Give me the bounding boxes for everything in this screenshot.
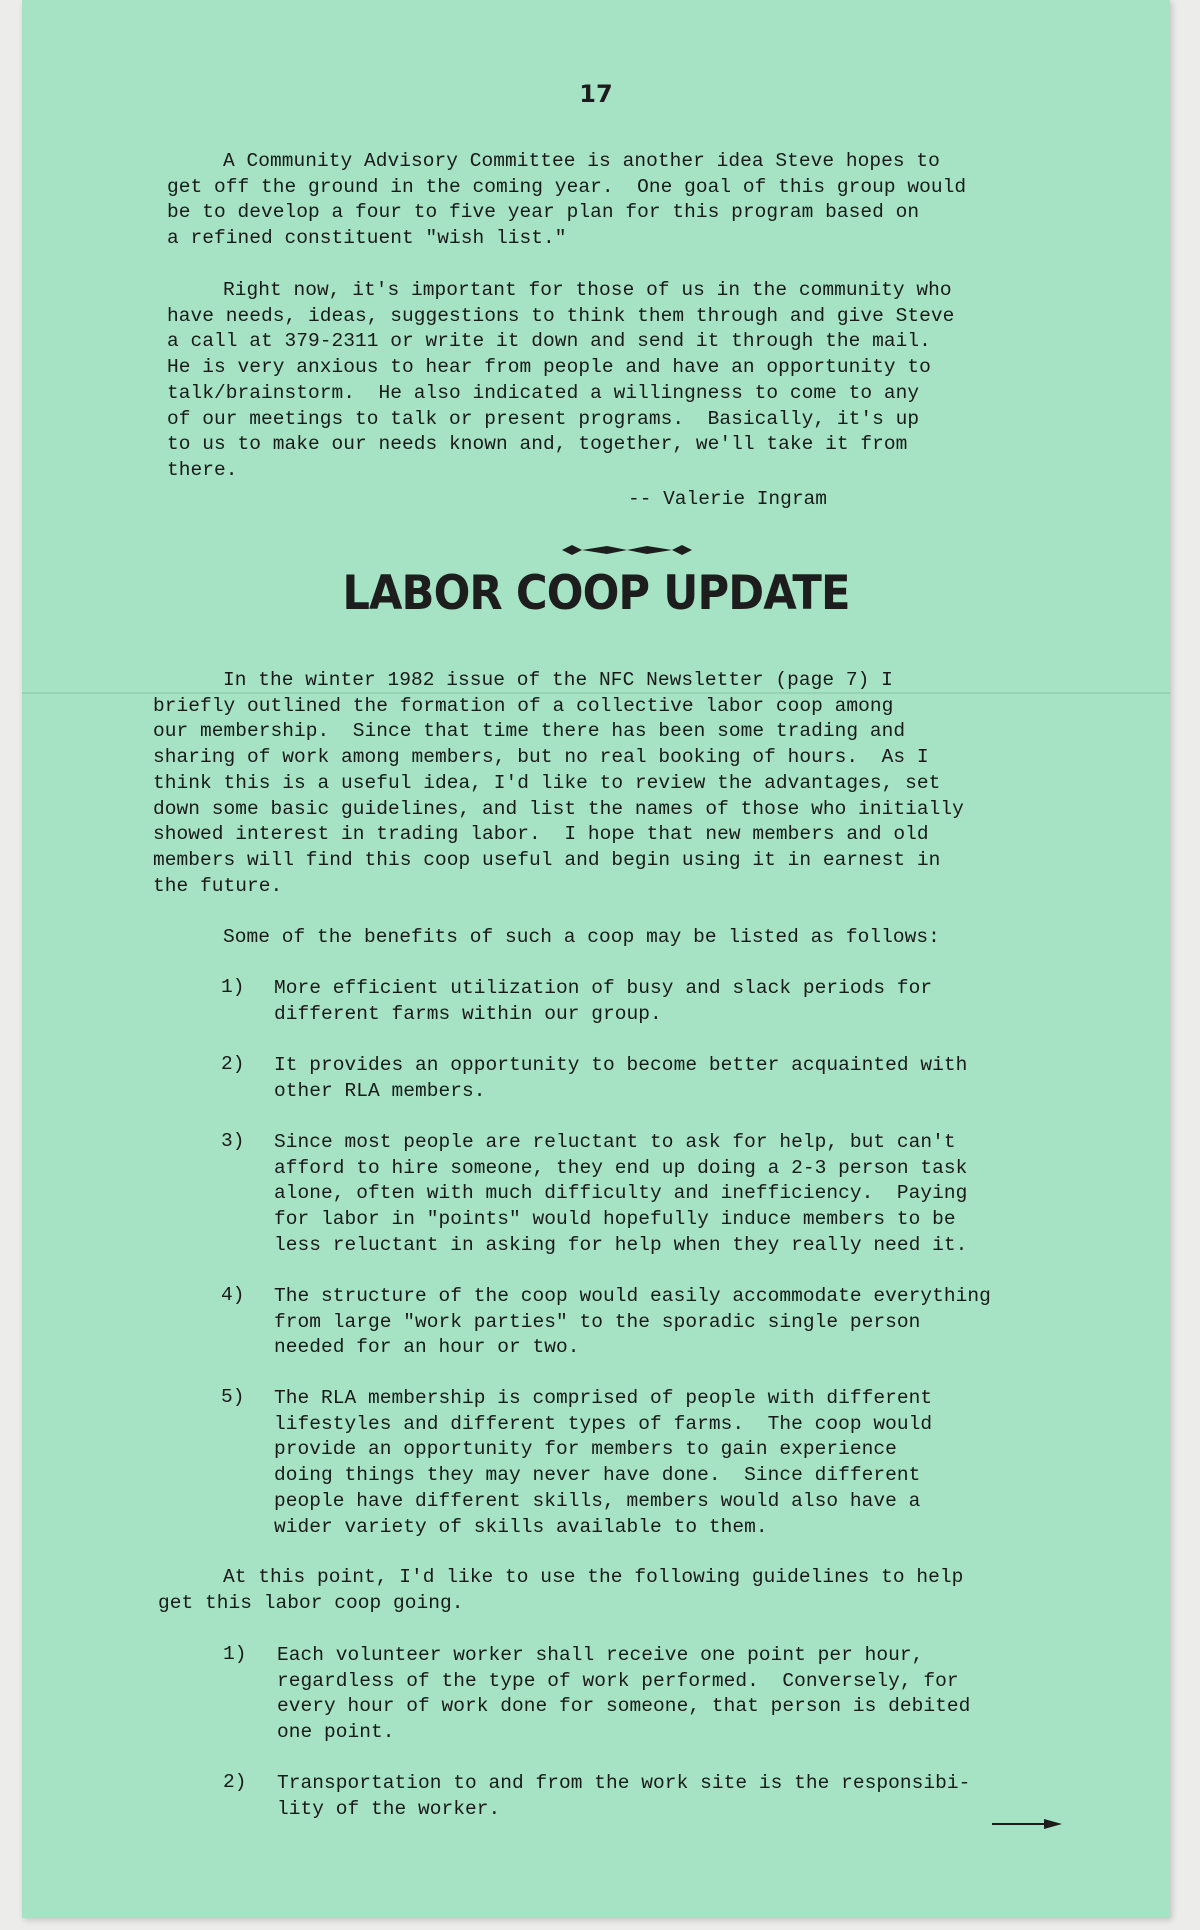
author-signature: -- Valerie Ingram: [628, 488, 827, 510]
article-headline: LABOR COOP UPDATE: [342, 566, 850, 621]
benefit-item: Since most people are reluctant to ask for help, but can't afford to hire someone, they end up doing a 2-3 person task alone, often with much difficulty and inefficiency. Paying for labor in "points" would hopefully induce members to be less reluctant in asking for help when they really need it.: [274, 1131, 968, 1256]
page-number: 17: [579, 80, 613, 108]
guidelines-intro: At this point, I'd like to use the following guidelines to help get this labor coop going.: [158, 1566, 964, 1614]
guideline-item: Each volunteer worker shall receive one point per hour, regardless of the type of work performed. Conversely, for every hour of work done for someone, that person is debited one point.: [277, 1644, 971, 1744]
continue-arrow-icon: [992, 1818, 1062, 1830]
intro-paragraph-2: Right now, it's important for those of us in the community who have needs, ideas, suggestions to think them through and give Steve a call at 379-2311 or write it down and send it through the mail. He is very anxious to hear from people and have an opportunity to talk/brainstorm. He also indicated a willingness to come to any of our meetings to talk or present programs. Basically, it's up to us to make our needs known and, together, we'll take it from there.: [167, 279, 955, 481]
benefit-item: It provides an opportunity to become better acquainted with other RLA members.: [274, 1054, 968, 1102]
intro-paragraph-1: A Community Advisory Committee is another idea Steve hopes to get off the ground in the coming year. One goal of this group would be to develop a four to five year plan for this program based on a refined constituent "wish list.": [167, 150, 967, 250]
newsletter-page: [22, 0, 1170, 1918]
divider-ornament-icon: [562, 543, 692, 557]
benefit-number: 5): [221, 1386, 245, 1408]
article-intro-paragraph: In the winter 1982 issue of the NFC Newsletter (page 7) I briefly outlined the formation of a collective labor coop among our membership. Since that time there has been some trading and sharing of work among members, but no real booking of hours. As I think this is a useful idea, I'd like to review the advantages, set down some basic guidelines, and list the names of those who initially showed interest in trading labor. I hope that new members and old members will find this coop useful and begin using it in earnest in the future.: [153, 669, 964, 897]
benefit-item: More efficient utilization of busy and slack periods for different farms within our group.: [274, 977, 933, 1025]
guideline-number: 2): [223, 1771, 247, 1793]
guideline-item: Transportation to and from the work site is the responsibi- lity of the worker.: [277, 1772, 971, 1820]
benefit-number: 2): [221, 1053, 245, 1075]
benefit-item: The RLA membership is comprised of people with different lifestyles and different types of farms. The coop would provide an opportunity for members to gain experience doing things they may never have done. Since different people have different skills, members would also have a wider variety of skills available to them.: [274, 1387, 933, 1538]
guideline-number: 1): [223, 1643, 247, 1665]
benefits-intro: Some of the benefits of such a coop may be listed as follows:: [223, 926, 940, 948]
benefit-item: The structure of the coop would easily accommodate everything from large "work parties" to the sporadic single person needed for an hour or two.: [274, 1285, 991, 1359]
benefit-number: 4): [221, 1284, 245, 1306]
benefit-number: 3): [221, 1130, 245, 1152]
benefit-number: 1): [221, 976, 245, 998]
